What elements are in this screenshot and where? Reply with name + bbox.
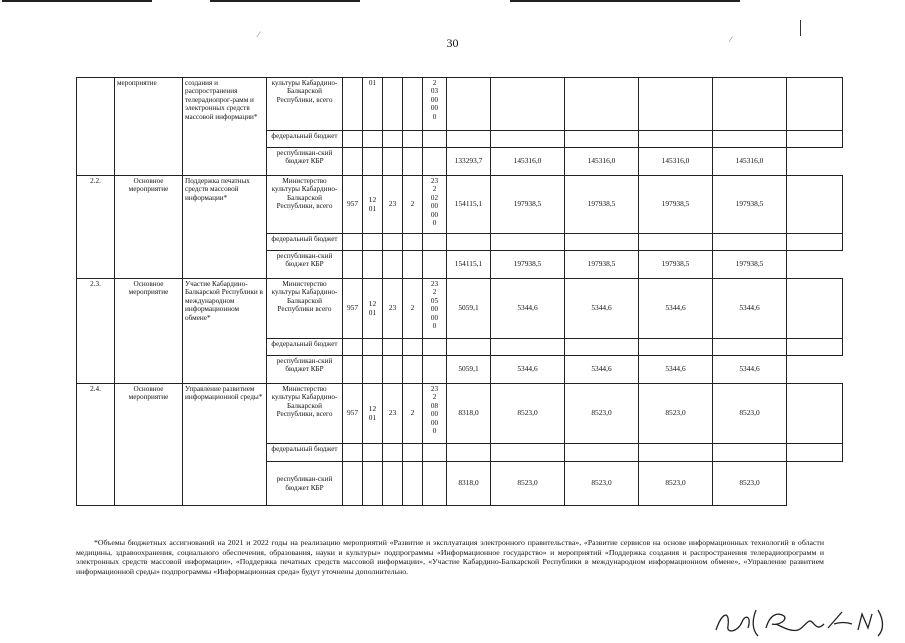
code-grbs: 957 — [343, 279, 363, 339]
value-2019: 197938,5 — [491, 176, 565, 234]
value-2021: 8523,0 — [639, 384, 713, 444]
value-2019: 5344,6 — [491, 279, 565, 339]
row-name: Поддержка печатных средств массовой информации* — [183, 176, 267, 279]
value-2020: 145316,0 — [565, 148, 639, 176]
value-2019: 145316,0 — [491, 148, 565, 176]
scan-line-2 — [210, 0, 360, 2]
value-2021: 8523,0 — [639, 462, 713, 506]
value-2021: 145316,0 — [639, 148, 713, 176]
value-2021: 5344,6 — [639, 279, 713, 339]
table-row — [77, 384, 843, 444]
value-2022: 197938,5 — [713, 176, 787, 234]
footnote-text: *Объемы бюджетных ассигнований на 2021 и 2022 годы на реализацию мероприятий «Развитие и эксплуатация электронного правительства», «Развитие сервисов на основе информационных технологий в области медицины, здравоохранения, социального обеспечения, образования, науки и культуры» подпрограммы «Информационное государство» и мероприятий «Поддержка создания и распространения телерадиопрограмм и электронных средств массовой информации», «Поддержка печатных средств массовой информации», «Участие Кабардино-Балкарской Республики в международном информационном обмене», «Управление развитием информационной среды» подпрограммы «Информационная среда» будут уточнены дополнительно. — [76, 538, 824, 576]
code-grbs — [343, 78, 363, 131]
value-2021: 5344,6 — [639, 356, 713, 384]
value-2021: 197938,5 — [639, 251, 713, 279]
code-rz: 12 01 — [363, 176, 383, 234]
row-type: Основное мероприятие — [115, 176, 183, 279]
federal-budget-label: федеральный бюджет — [267, 234, 343, 251]
value-2022: 8523,0 — [713, 384, 787, 444]
code-sub — [403, 78, 423, 131]
value-2018: 5059,1 — [447, 356, 491, 384]
code-rz: 01 — [363, 78, 383, 131]
code-sub: 2 — [403, 384, 423, 444]
value-2020: 5344,6 — [565, 279, 639, 339]
value-2019: 197938,5 — [491, 251, 565, 279]
value-2021: 197938,5 — [639, 176, 713, 234]
value-2020: 5344,6 — [565, 356, 639, 384]
code-csr: 23 2 05 00 00 0 — [423, 279, 447, 339]
row-number — [77, 78, 115, 176]
value-2019: 5344,6 — [491, 356, 565, 384]
code-csr: 23 2 02 00 00 0 — [423, 176, 447, 234]
scan-line-3 — [510, 0, 740, 2]
table-row — [77, 176, 843, 234]
scan-line-1 — [2, 0, 152, 2]
footnote — [76, 538, 824, 576]
federal-budget-label: федеральный бюджет — [267, 444, 343, 462]
table-row — [77, 78, 843, 131]
value-2018: 154115,1 — [447, 176, 491, 234]
value-2020: 197938,5 — [565, 251, 639, 279]
value-2018: 8318,0 — [447, 384, 491, 444]
regional-budget-label: республикан-ский бюджет КБР — [267, 148, 343, 176]
value-2018: 5059,1 — [447, 279, 491, 339]
value-2022: 8523,0 — [713, 462, 787, 506]
value-2019: 8523,0 — [491, 384, 565, 444]
value-2022: 145316,0 — [713, 148, 787, 176]
value-2019: 8523,0 — [491, 462, 565, 506]
scan-speck: ⁄ — [258, 30, 260, 39]
row-number: 2.2. — [77, 176, 115, 279]
row-number: 2.3. — [77, 279, 115, 384]
code-vr: 23 — [383, 279, 403, 339]
row-name: Управление развитием информационной среды* — [183, 384, 267, 506]
row-type: мероприятие — [115, 78, 183, 176]
code-vr — [383, 78, 403, 131]
code-grbs: 957 — [343, 384, 363, 444]
row-name: Участие Кабардино-Балкарской Республики в международном информационном обмене* — [183, 279, 267, 384]
regional-budget-label: республикан-ский бюджет КБР — [267, 462, 343, 506]
federal-budget-label: федеральный бюджет — [267, 131, 343, 148]
row-type: Основное мероприятие — [115, 384, 183, 506]
table-row — [77, 279, 843, 339]
value-2022: 5344,6 — [713, 279, 787, 339]
code-sub: 2 — [403, 279, 423, 339]
row-executor: культуры Кабардино-Балкарской Республики, всего — [267, 78, 343, 131]
value-2020: 8523,0 — [565, 462, 639, 506]
value-2022: 5344,6 — [713, 356, 787, 384]
row-name: создания и распространения телерадиопрог-рамм и электронных средств массовой информации* — [183, 78, 267, 176]
row-executor: Министерство культуры Кабардино-Балкарской Республики всего — [267, 279, 343, 339]
regional-budget-label: республикан-ский бюджет КБР — [267, 356, 343, 384]
code-vr: 23 — [383, 176, 403, 234]
value-2022: 197938,5 — [713, 251, 787, 279]
scan-speck: ⁄ — [730, 35, 732, 44]
row-executor: Министерство культуры Кабардино-Балкарской Республики, всего — [267, 176, 343, 234]
code-sub: 2 — [403, 176, 423, 234]
code-rz: 12 01 — [363, 279, 383, 339]
value-2020: 197938,5 — [565, 176, 639, 234]
budget-table — [76, 77, 843, 506]
row-type: Основное мероприятие — [115, 279, 183, 384]
code-vr: 23 — [383, 384, 403, 444]
page-number: 30 — [446, 36, 459, 50]
row-executor: Министерство культуры Кабардино-Балкарской Республики, всего — [267, 384, 343, 444]
value-2018: 8318,0 — [447, 462, 491, 506]
scan-mark — [800, 20, 801, 36]
federal-budget-label: федеральный бюджет — [267, 339, 343, 356]
code-csr: 2 03 00 00 0 — [423, 78, 447, 131]
value-2020: 8523,0 — [565, 384, 639, 444]
handwritten-signature — [712, 604, 892, 638]
code-grbs: 957 — [343, 176, 363, 234]
value-2018: 133293,7 — [447, 148, 491, 176]
row-number: 2.4. — [77, 384, 115, 506]
regional-budget-label: республикан-ский бюджет КБР — [267, 251, 343, 279]
code-csr: 23 2 08 00 00 0 — [423, 384, 447, 444]
code-rz: 12 01 — [363, 384, 383, 444]
value-2018: 154115,1 — [447, 251, 491, 279]
